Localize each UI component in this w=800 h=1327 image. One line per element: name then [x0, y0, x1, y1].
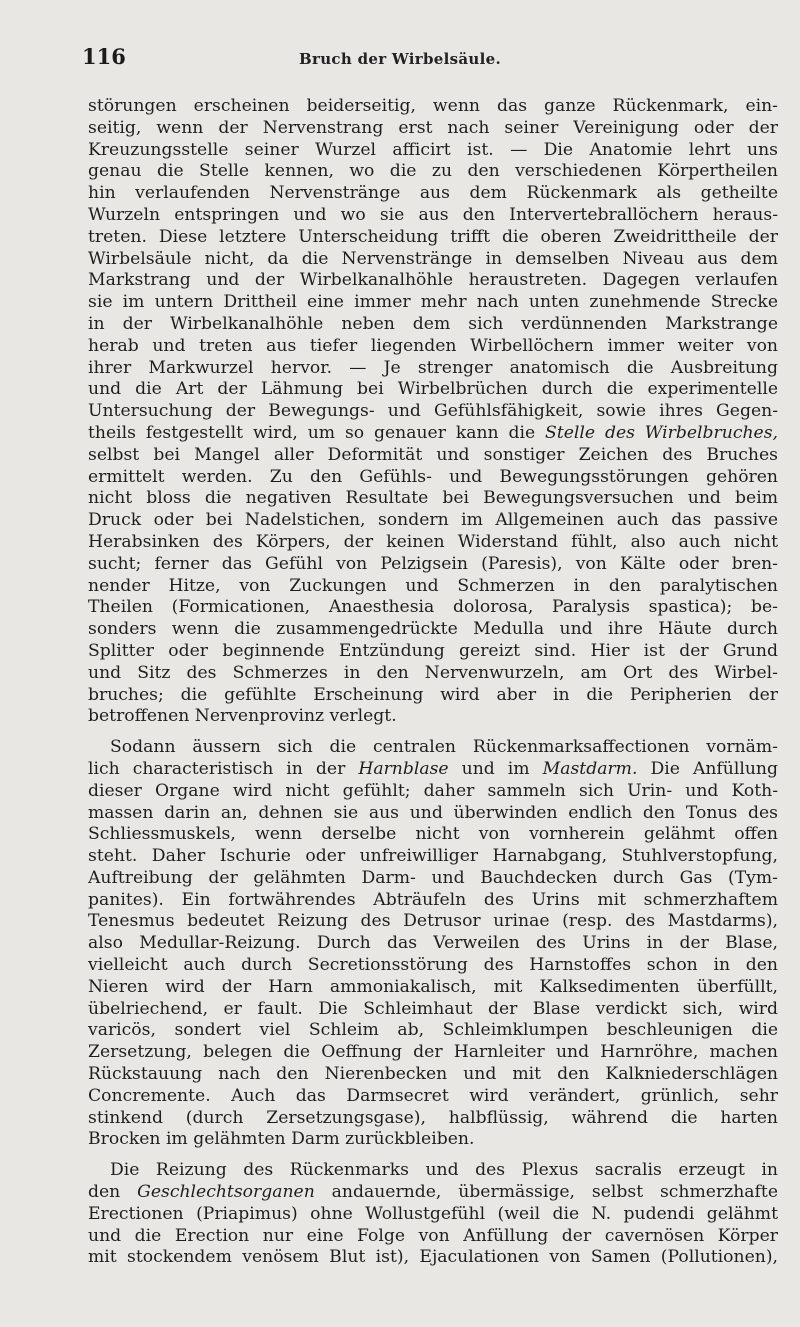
text-line: Splitter oder beginnende Entzündung gereizt sind. Hier ist der Grund: [88, 640, 778, 661]
text-line: also Medullar-Reizung. Durch das Verweilen des Urins in der Blase,: [88, 933, 778, 954]
page-number: 116: [82, 44, 126, 69]
text-line: stinkend (durch Zersetzungsgase), halbflüssig, während die harten: [88, 1107, 778, 1128]
text-line: vielleicht auch durch Secretionsstörung des Harnstoffes schon in den: [88, 955, 778, 976]
text-line: varicös, sondert viel Schleim ab, Schleimklumpen beschleunigen die: [88, 1020, 778, 1041]
text-line: Wurzeln entspringen und wo sie aus den Intervertebrallöchern heraus-: [88, 204, 778, 225]
text-line: panites). Ein fortwährendes Abträufeln des Urins mit schmerzhaftem: [88, 889, 778, 910]
text-line: sucht; ferner das Gefühl von Pelzigsein (Paresis), von Kälte oder bren-: [88, 553, 778, 574]
text-line: lich characteristisch in der Harnblase und im Mastdarm. Die Anfüllung: [88, 758, 778, 779]
text-line: bruches; die gefühlte Erscheinung wird aber in die Peripherien der: [88, 684, 778, 705]
text-line: Zersetzung, belegen die Oeffnung der Harnleiter und Harnröhre, machen: [88, 1042, 778, 1063]
text-line: Tenesmus bedeutet Reizung des Detrusor urinae (resp. des Mastdarms),: [88, 911, 778, 932]
text-line: Concremente. Auch das Darmsecret wird verändert, grünlich, sehr: [88, 1085, 778, 1106]
text-line: ihrer Markwurzel hervor. — Je strenger anatomisch die Ausbreitung: [88, 357, 778, 378]
text-line: selbst bei Mangel aller Deformität und sonstiger Zeichen des Bruches: [88, 444, 778, 465]
text-line: den Geschlechtsorganen andauernde, übermässige, selbst schmerzhafte: [88, 1182, 778, 1203]
text-line: nicht bloss die negativen Resultate bei Bewegungsversuchen und beim: [88, 488, 778, 509]
text-line: Theilen (Formicationen, Anaesthesia dolorosa, Paralysis spastica); be-: [88, 597, 778, 618]
text-line: und die Erection nur eine Folge von Anfüllung der cavernösen Körper: [88, 1225, 778, 1246]
text-line: Auftreibung der gelähmten Darm- und Bauchdecken durch Gas (Tym-: [88, 867, 778, 888]
text-line: Brocken im gelähmten Darm zurückbleiben.: [88, 1129, 475, 1150]
text-line: Untersuchung der Bewegungs- und Gefühlsfähigkeit, sowie ihres Gegen-: [88, 401, 778, 422]
text-line: Herabsinken des Körpers, der keinen Widerstand fühlt, also auch nicht: [88, 531, 778, 552]
text-line: störungen erscheinen beiderseitig, wenn das ganze Rückenmark, ein-: [88, 96, 778, 116]
paragraph-3: [88, 1160, 778, 1269]
paragraph-2: [88, 737, 778, 1151]
text-line: Druck oder bei Nadelstichen, sondern im Allgemeinen auch das passive: [88, 510, 778, 531]
text-line: treten. Diese letztere Unterscheidung trifft die oberen Zweidrittheile der: [88, 226, 778, 247]
text-line: Markstrang und der Wirbelkanalhöhle heraustreten. Dagegen verlaufen: [88, 270, 778, 291]
text-line: Wirbelsäule nicht, da die Nervenstränge in demselben Niveau aus dem: [88, 248, 778, 269]
text-line: theils festgestellt wird, um so genauer kann die Stelle des Wirbelbruches,: [88, 422, 778, 443]
text-line: nender Hitze, von Zuckungen und Schmerzen in den paralytischen: [88, 575, 778, 596]
running-title: Bruch der Wirbelsäule.: [299, 50, 501, 68]
text-line: und die Art der Lähmung bei Wirbelbrüchen durch die experimentelle: [88, 379, 778, 400]
text-line: massen darin an, dehnen sie aus und überwinden endlich den Tonus des: [88, 802, 778, 823]
text-line: und Sitz des Schmerzes in den Nervenwurzeln, am Ort des Wirbel-: [88, 662, 778, 683]
text-line: Schliessmuskels, wenn derselbe nicht von vornherein gelähmt offen: [88, 824, 778, 845]
paragraph-1: [88, 96, 778, 728]
text-line: betroffenen Nervenprovinz verlegt.: [88, 706, 397, 727]
text-line: Die Reizung des Rückenmarks und des Plexus sacralis erzeugt in: [110, 1160, 778, 1181]
text-line: Kreuzungsstelle seiner Wurzel afficirt ist. — Die Anatomie lehrt uns: [88, 139, 778, 160]
text-line: sonders wenn die zusammengedrückte Medulla und ihre Häute durch: [88, 619, 778, 640]
text-line: genau die Stelle kennen, wo die zu den verschiedenen Körpertheilen: [88, 161, 778, 182]
text-line: hin verlaufenden Nervenstränge aus dem Rückenmark als getheilte: [88, 183, 778, 204]
text-line: herab und treten aus tiefer liegenden Wirbellöchern immer weiter von: [88, 335, 778, 356]
text-line: Sodann äussern sich die centralen Rückenmarksaffectionen vornäm-: [110, 737, 778, 758]
text-line: dieser Organe wird nicht gefühlt; daher sammeln sich Urin- und Koth-: [88, 780, 778, 801]
text-line: in der Wirbelkanalhöhle neben dem sich verdünnenden Markstrange: [88, 313, 778, 334]
text-line: seitig, wenn der Nervenstrang erst nach seiner Vereinigung oder der: [88, 117, 778, 138]
text-line: übelriechend, er fault. Die Schleimhaut der Blase verdickt sich, wird: [88, 998, 778, 1019]
text-line: Erectionen (Priapimus) ohne Wollustgefühl (weil die N. pudendi gelähmt: [88, 1203, 778, 1224]
text-line: steht. Daher Ischurie oder unfreiwilliger Harnabgang, Stuhlverstopfung,: [88, 846, 778, 867]
text-line: sie im untern Drittheil eine immer mehr nach unten zunehmende Strecke: [88, 292, 778, 313]
text-line: ermittelt werden. Zu den Gefühls- und Bewegungsstörungen gehören: [88, 466, 778, 487]
body-text: [88, 96, 778, 1269]
text-line: Rückstauung nach den Nierenbecken und mit den Kalkniederschlägen: [88, 1064, 778, 1085]
text-line: mit stockendem venösem Blut ist), Ejaculationen von Samen (Pollutionen),: [88, 1247, 778, 1268]
text-line: Nieren wird der Harn ammoniakalisch, mit Kalksedimenten überfüllt,: [88, 976, 778, 997]
